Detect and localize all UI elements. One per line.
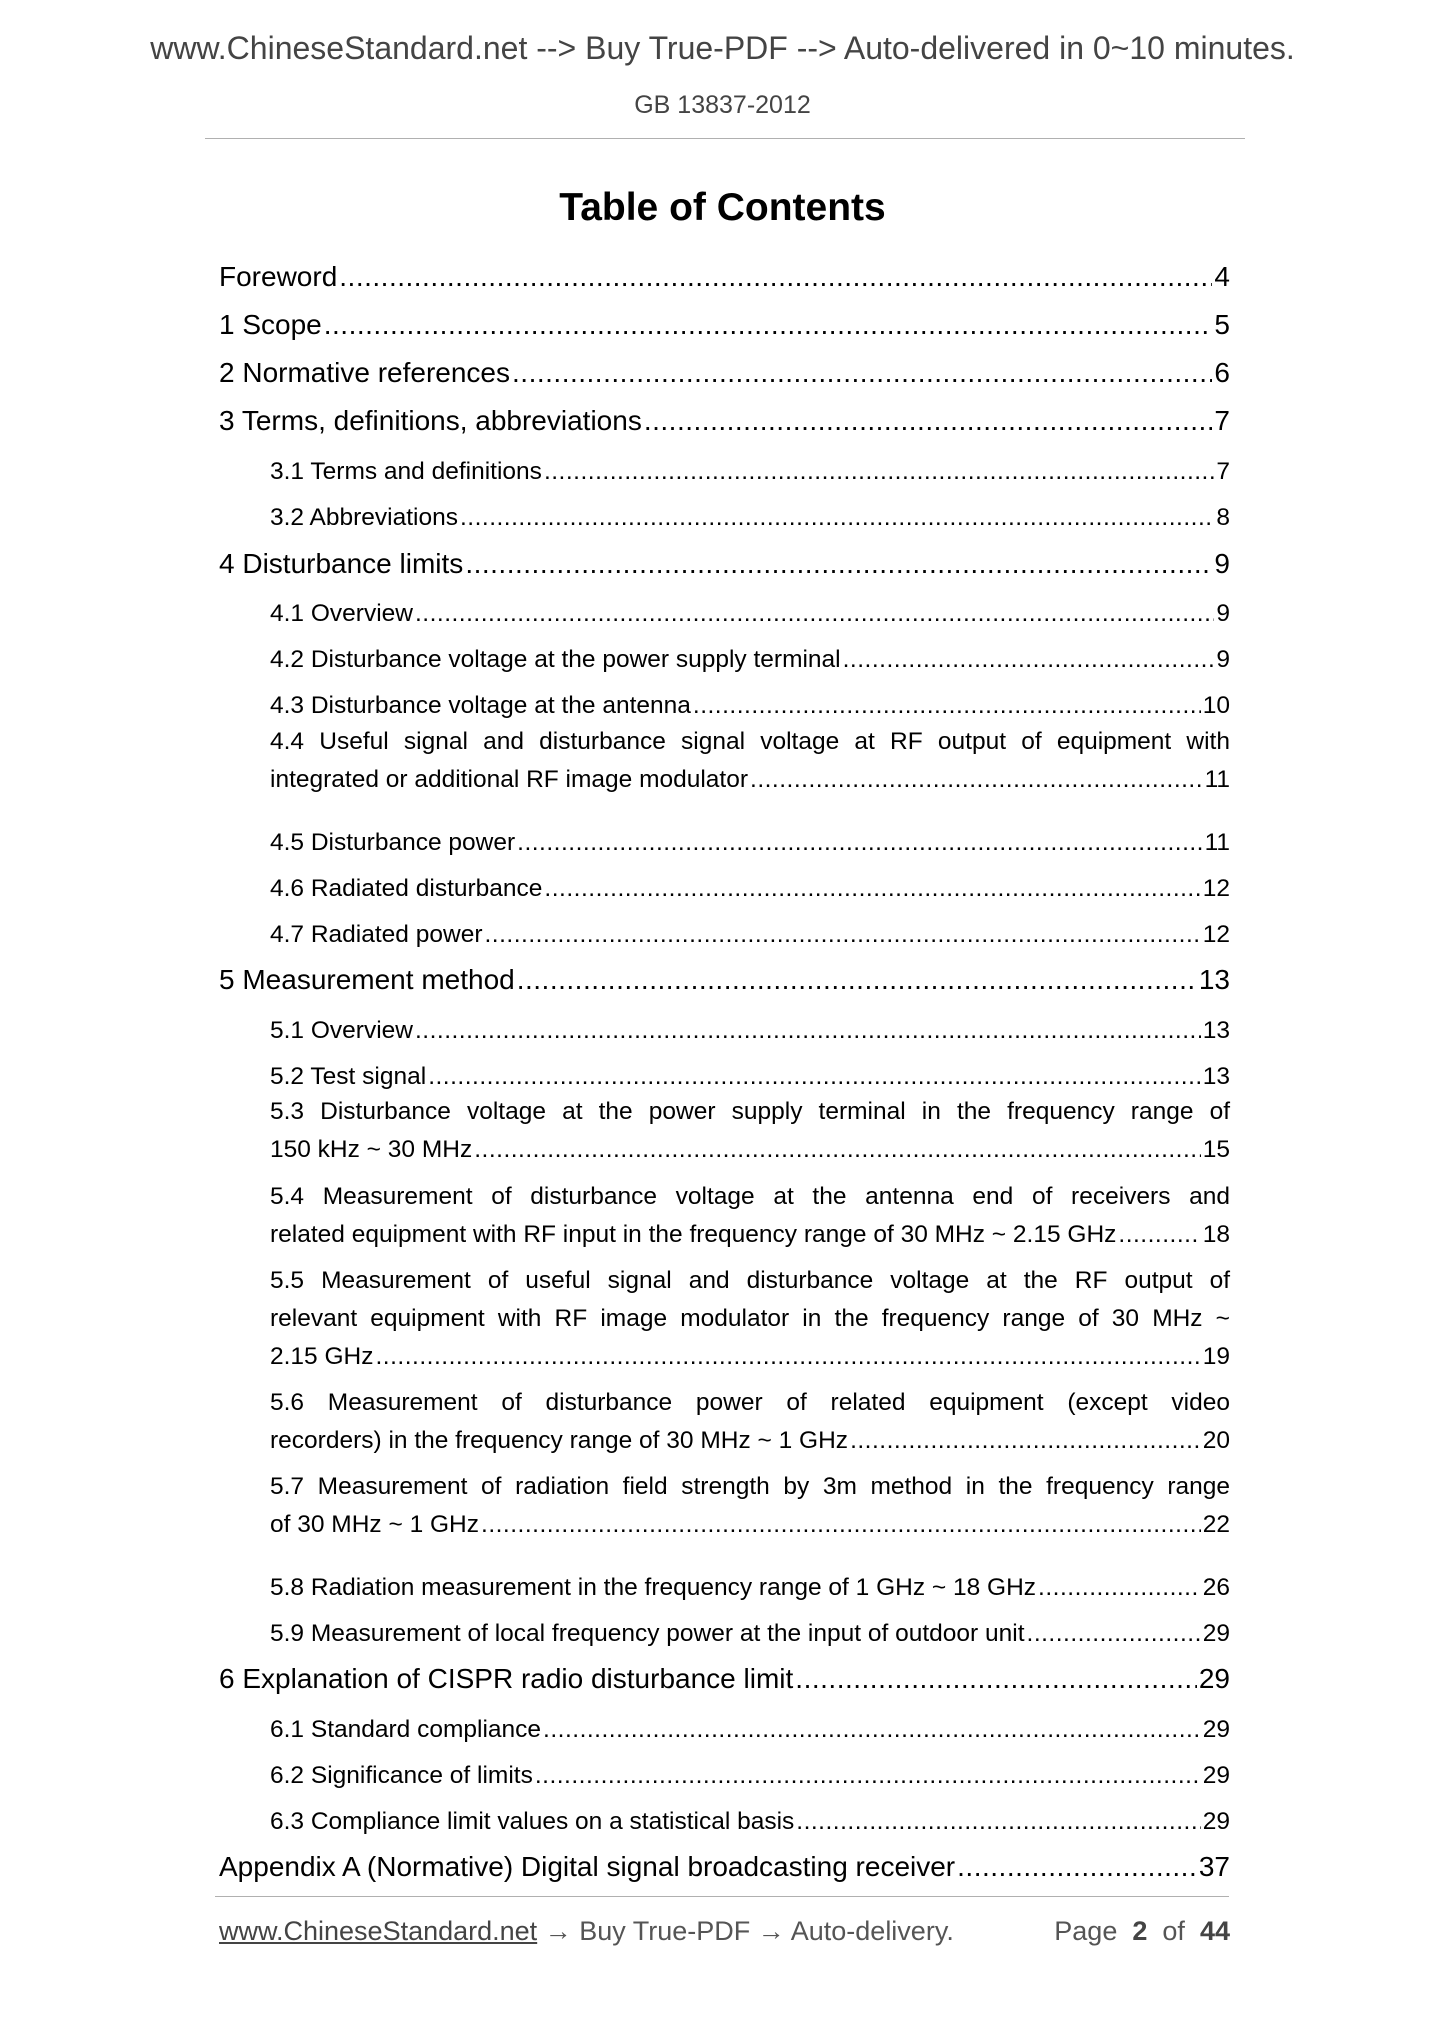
leader-dots xyxy=(376,1338,1201,1376)
toc-entry-title: 5.8 Radiation measurement in the frequency range of 1 GHz ~ 18 GHz xyxy=(270,1574,1037,1601)
toc-entry-title-line: 2.15 GHz xyxy=(270,1343,374,1370)
toc-entry-5-1[interactable] xyxy=(270,1000,1230,1046)
leader-dots xyxy=(484,920,1200,950)
toc-entry-title: 4.2 Disturbance voltage at the power supply terminal xyxy=(270,646,841,673)
toc-entry-5-5[interactable] xyxy=(270,1262,1230,1376)
toc-entry-last-line xyxy=(270,1216,1230,1254)
toc-entry-title: 6.2 Significance of limits xyxy=(270,1762,533,1789)
footer-tagline: → Buy True-PDF → Auto-delivery. xyxy=(537,1916,954,1946)
toc-page-number: 4 xyxy=(1214,261,1230,292)
toc-entry-6-3[interactable] xyxy=(270,1791,1230,1837)
toc-entry-foreword[interactable] xyxy=(219,248,1230,294)
toc-entry-title: 5.9 Measurement of local frequency power at the input of outdoor unit xyxy=(270,1620,1025,1647)
toc-entry-title-line: 5.7 Measurement of radiation field strength by 3m method in the frequency range xyxy=(270,1473,1230,1500)
toc-entry-5-8[interactable] xyxy=(270,1557,1230,1603)
toc-page-number: 13 xyxy=(1202,1063,1230,1090)
toc-page-number: 8 xyxy=(1216,504,1230,531)
toc-entry-title: 4 Disturbance limits xyxy=(219,548,464,579)
toc-page-number: 29 xyxy=(1202,1716,1230,1743)
leader-dots xyxy=(843,645,1215,675)
toc-entry-5-3[interactable] xyxy=(270,1093,1230,1169)
top-banner: www.ChineseStandard.net --> Buy True-PDF --> Auto-delivered in 0~10 minutes. xyxy=(150,30,1295,66)
toc-entry-4[interactable] xyxy=(219,535,1230,581)
leader-dots xyxy=(517,963,1197,997)
leader-dots xyxy=(339,260,1212,294)
toc-entry-title-line: 4.4 Useful signal and disturbance signal voltage at RF output of equipment with xyxy=(270,728,1230,755)
toc-entry-title: 3.1 Terms and definitions xyxy=(270,458,542,485)
toc-page-number: 6 xyxy=(1214,357,1230,388)
toc-page-number: 20 xyxy=(1202,1427,1230,1454)
toc-entry-4-1[interactable] xyxy=(270,583,1230,629)
toc-page-number: 22 xyxy=(1202,1511,1230,1538)
toc-entry-title: 6 Explanation of CISPR radio disturbance limit xyxy=(219,1663,794,1694)
toc-entry-appendix-a[interactable] xyxy=(219,1838,1230,1884)
toc-page-number: 18 xyxy=(1202,1221,1230,1248)
toc-entry-title: 5.1 Overview xyxy=(270,1017,413,1044)
toc-entry-title: 4.1 Overview xyxy=(270,600,413,627)
toc-page-number: 7 xyxy=(1214,405,1230,436)
toc-entry-title: 5.2 Test signal xyxy=(270,1063,427,1090)
page-footer xyxy=(219,1916,1230,1947)
toc-entry-title: 6.3 Compliance limit values on a statistical basis xyxy=(270,1808,795,1835)
toc-entry-6[interactable] xyxy=(219,1650,1230,1696)
toc-entry-title-line: 5.3 Disturbance voltage at the power supply terminal in the frequency range of xyxy=(270,1098,1230,1125)
toc-entry-title: Appendix A (Normative) Digital signal broadcasting receiver xyxy=(219,1851,956,1882)
toc-entry-4-2[interactable] xyxy=(270,629,1230,675)
toc-page-number: 9 xyxy=(1216,646,1230,673)
toc-entry-1[interactable] xyxy=(219,296,1230,342)
toc-entry-title: 4.3 Disturbance voltage at the antenna xyxy=(270,692,691,719)
toc-page-number: 29 xyxy=(1198,1663,1230,1694)
leader-dots xyxy=(324,308,1213,342)
toc-entry-title: 3.2 Abbreviations xyxy=(270,504,458,531)
leader-dots xyxy=(481,1506,1201,1544)
toc-entry-3-1[interactable] xyxy=(270,441,1230,487)
toc-page-number: 13 xyxy=(1202,1017,1230,1044)
toc-entry-title-line: related equipment with RF input in the frequency range of 30 MHz ~ 2.15 GHz xyxy=(270,1221,1117,1248)
toc-entry-4-3[interactable] xyxy=(270,675,1230,721)
toc-page-number: 9 xyxy=(1214,548,1230,579)
toc-entry-title: 4.6 Radiated disturbance xyxy=(270,875,543,902)
leader-dots xyxy=(428,1062,1201,1092)
toc-page-number: 7 xyxy=(1216,458,1230,485)
toc-entry-title: 3 Terms, definitions, abbreviations xyxy=(219,405,642,436)
leader-dots xyxy=(795,1662,1197,1696)
toc-entry-5-6[interactable] xyxy=(270,1384,1230,1460)
leader-dots xyxy=(460,503,1214,533)
toc-page-number: 12 xyxy=(1202,921,1230,948)
toc-entry-title: 4.5 Disturbance power xyxy=(270,829,516,856)
toc-entry-last-line xyxy=(270,1422,1230,1460)
toc-entry-last-line xyxy=(270,1131,1230,1169)
toc-page-number: 29 xyxy=(1202,1762,1230,1789)
toc-entry-title-line: 5.5 Measurement of useful signal and disturbance voltage at the RF output of xyxy=(270,1267,1230,1294)
toc-entry-4-6[interactable] xyxy=(270,858,1230,904)
toc-page-number: 11 xyxy=(1204,829,1230,856)
toc-entry-title: 4.7 Radiated power xyxy=(270,921,483,948)
leader-dots xyxy=(517,828,1202,858)
toc-page-number: 29 xyxy=(1202,1620,1230,1647)
leader-dots xyxy=(957,1850,1197,1884)
toc-entry-title-line: recorders) in the frequency range of 30 MHz ~ 1 GHz xyxy=(270,1427,849,1454)
toc-entry-5-2[interactable] xyxy=(270,1046,1230,1092)
leader-dots xyxy=(465,547,1212,581)
toc-page-number: 19 xyxy=(1202,1343,1230,1370)
toc-entry-title: 5 Measurement method xyxy=(219,964,515,995)
toc-entry-5-4[interactable] xyxy=(270,1178,1230,1254)
toc-entry-title-line: 150 kHz ~ 30 MHz xyxy=(270,1136,473,1163)
leader-dots xyxy=(1027,1619,1201,1649)
toc-entry-4-4[interactable] xyxy=(270,723,1230,799)
toc-entry-3-2[interactable] xyxy=(270,487,1230,533)
toc-page-number: 5 xyxy=(1214,309,1230,340)
toc-entry-4-7[interactable] xyxy=(270,904,1230,950)
toc-entry-title: 2 Normative references xyxy=(219,357,511,388)
toc-entry-title-line: integrated or additional RF image modulator xyxy=(270,766,749,793)
toc-entry-last-line xyxy=(270,761,1230,799)
toc-entry-6-1[interactable] xyxy=(270,1699,1230,1745)
toc-entry-title-line: 5.6 Measurement of disturbance power of related equipment (except video xyxy=(270,1389,1230,1416)
toc-entry-title-line: relevant equipment with RF image modulator in the frequency range of 30 MHz ~ xyxy=(270,1305,1230,1332)
standard-code: GB 13837-2012 xyxy=(634,91,811,119)
toc-entry-title: 1 Scope xyxy=(219,309,322,340)
toc-entry-5-9[interactable] xyxy=(270,1603,1230,1649)
leader-dots xyxy=(535,1761,1201,1791)
footer-site-link[interactable]: www.ChineseStandard.net xyxy=(219,1916,538,1946)
toc-page-number: 15 xyxy=(1202,1136,1230,1163)
leader-dots xyxy=(693,691,1201,721)
leader-dots xyxy=(474,1131,1201,1169)
toc-entry-last-line xyxy=(270,1338,1230,1376)
toc-entry-5[interactable] xyxy=(219,951,1230,997)
toc-page-number: 12 xyxy=(1202,875,1230,902)
leader-dots xyxy=(1118,1216,1200,1254)
leader-dots xyxy=(544,457,1214,487)
toc-entry-2[interactable] xyxy=(219,344,1230,390)
toc-entry-3[interactable] xyxy=(219,392,1230,438)
toc-entry-6-2[interactable] xyxy=(270,1745,1230,1791)
toc-page-number: 11 xyxy=(1204,766,1230,793)
leader-dots xyxy=(543,1715,1201,1745)
toc-page-number: 9 xyxy=(1216,600,1230,627)
page-current: 2 xyxy=(1132,1916,1148,1946)
footer-divider xyxy=(215,1896,1229,1897)
toc-page-number: 37 xyxy=(1198,1851,1230,1882)
toc-entry-4-5[interactable] xyxy=(270,812,1230,858)
footer-left xyxy=(219,1916,954,1947)
toc-entry-title-line: of 30 MHz ~ 1 GHz xyxy=(270,1511,480,1538)
toc-entry-title-line: 5.4 Measurement of disturbance voltage at the antenna end of receivers and xyxy=(270,1183,1230,1210)
leader-dots xyxy=(796,1807,1200,1837)
leader-dots xyxy=(1038,1573,1201,1603)
toc-page-number: 13 xyxy=(1198,964,1230,995)
leader-dots xyxy=(512,356,1212,390)
leader-dots xyxy=(850,1422,1201,1460)
leader-dots xyxy=(415,599,1214,629)
page-total: 44 xyxy=(1199,1916,1230,1946)
toc-page-number: 26 xyxy=(1202,1574,1230,1601)
toc-entry-title: Foreword xyxy=(219,261,338,292)
toc-entry-last-line xyxy=(270,1506,1230,1544)
toc-entry-5-7[interactable] xyxy=(270,1468,1230,1544)
toc-page-number: 29 xyxy=(1202,1808,1230,1835)
page-of-label: of xyxy=(1162,1916,1185,1946)
leader-dots xyxy=(415,1016,1201,1046)
page-title: Table of Contents xyxy=(559,186,886,229)
leader-dots xyxy=(544,874,1200,904)
leader-dots xyxy=(750,761,1203,799)
page-label: Page xyxy=(1054,1916,1118,1946)
toc-page-number: 10 xyxy=(1202,692,1230,719)
leader-dots xyxy=(644,404,1213,438)
toc-entry-title: 6.1 Standard compliance xyxy=(270,1716,542,1743)
page-indicator xyxy=(1054,1916,1230,1947)
